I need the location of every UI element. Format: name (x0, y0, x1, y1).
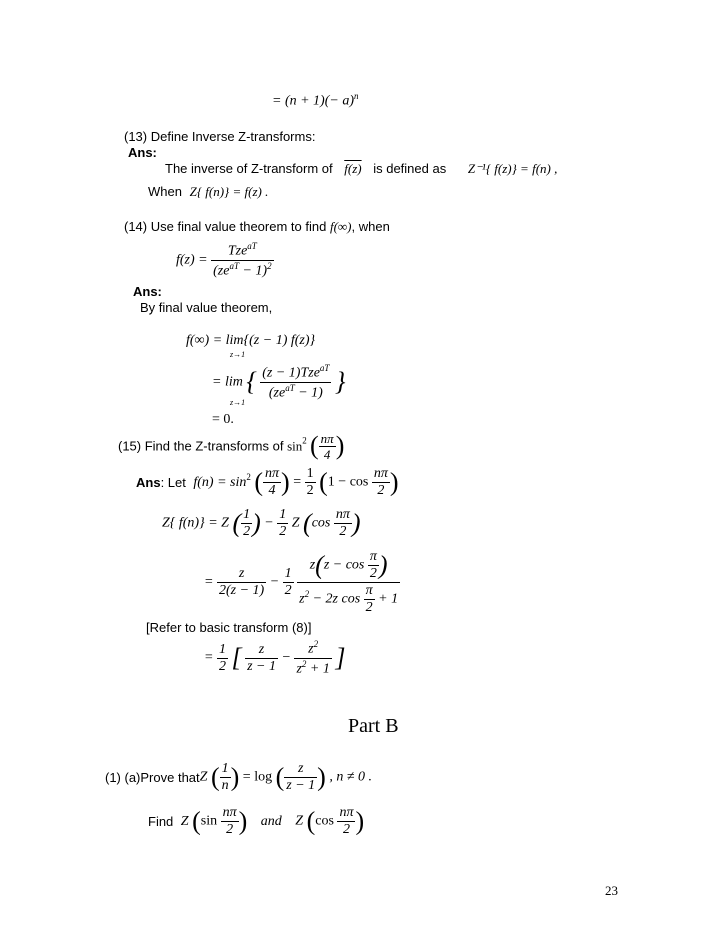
q15-zfn-line: Z{ f(n)} = Z ( $\frac{1}{2}$ ) − $\frac{1}{2}$ Z (cos $\frac{n\pi}{2}$ ) (162, 507, 361, 539)
q14-fraction (211, 242, 273, 278)
q13-question: (13) Define Inverse Z-transforms: (124, 129, 316, 144)
q14-step2: = lim { $\frac{(z - 1)Tze^{aT}}{(ze^{aT} - 1)}$ } (212, 363, 346, 401)
q14-den: $(ze^{aT} - 1)^2$ (213, 260, 272, 279)
q15-big-fraction: z(z − cos $\frac{\pi}{2}$ ) $z^2 - 2z$ cos $\frac{\pi}{2}$ + 1 (299, 549, 399, 615)
q13-text2: is defined as (373, 161, 447, 176)
q14-f-inf: f(∞) (329, 219, 352, 234)
q13-when-line (148, 185, 268, 198)
q13-text1: The inverse of Z-transform of (165, 161, 333, 176)
q13-definition-line (165, 162, 557, 175)
q14-step1: f(∞) = lim{(z − 1) f(z)} (186, 333, 316, 348)
q15-ans-label: Ans (136, 475, 161, 490)
part-b-q1-line: (1) (a)Prove thatZ ( $\frac{1}{n}$ ) = log ( $\frac{z}{z - 1}$ ) , n ≠ 0 . (105, 761, 373, 793)
q14-lhs: f(z) = (176, 252, 208, 268)
q14-step2-fraction: $\frac{(z - 1)Tze^{aT}}{(ze^{aT} - 1)}$ (262, 363, 330, 401)
q14-question-line (124, 220, 390, 233)
part-b-heading: Part B (348, 715, 399, 737)
q14-definition (176, 242, 274, 278)
q14-when: , when (351, 219, 390, 234)
q15-refer: [Refer to basic transform (8)] (146, 620, 312, 635)
page-number: 23 (605, 883, 618, 898)
q15-question: (15) Find the Z-transforms of (118, 438, 284, 454)
q15-expansion: = $\frac{z}{2(z - 1)}$ − $\frac{1}{2}$ z(z − cos $\frac{\pi}{2}$ ) $z^2 - 2z$ cos $\frac{\pi}{2}$ + 1 (204, 549, 399, 615)
q14-step1-sub: z→1 (230, 350, 246, 359)
q14-ans-label: Ans: (133, 284, 162, 299)
q13-ans-label: Ans: (128, 145, 157, 160)
q13-formula: Z⁻¹{ f(z)} = f(n) , (467, 161, 558, 176)
q14-result: = 0. (212, 412, 234, 427)
q15-question-line: (15) Find the Z-transforms of $\sin^2$ ( $\frac{n\pi}{4}$ ) (118, 431, 345, 462)
part-b-find-line: Find Z (sin $\frac{n\pi}{2}$ ) and Z (cos $\frac{n\pi}{2}$ ) (148, 805, 365, 837)
q14-intro: By final value theorem, (140, 300, 273, 315)
q15-ans-line: Ans: Let $f(n) = \sin^2$ ( $\frac{n\pi}{4}$ ) = $\frac{1}{2}$ (1 − cos $\frac{n\pi}{2}$ ) (136, 466, 399, 498)
q13-fz: f(z) (344, 161, 362, 176)
q14-num: Tze$^{aT}$ (211, 242, 273, 261)
equation-top-line: = $(n + 1)(- a)^n$ (272, 91, 359, 109)
q14-question: (14) Use final value theorem to find (124, 219, 327, 234)
q15-result: = $\frac{1}{2}$ [ $\frac{z}{z - 1}$ − $\frac{z^2}{z^2 + 1}$ ] (204, 639, 346, 677)
q13-when-formula: Z{ f(n)} = f(z) . (189, 184, 269, 199)
q14-step2-sub: z→1 (230, 398, 246, 407)
q13-when-label: When (148, 184, 182, 199)
